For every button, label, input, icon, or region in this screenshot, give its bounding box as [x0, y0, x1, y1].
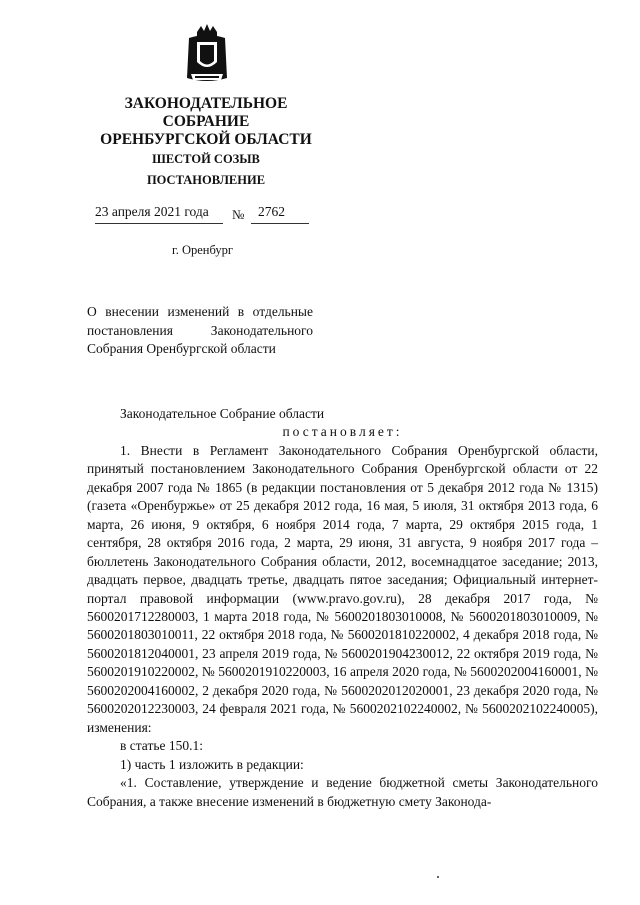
- number-sign: №: [232, 207, 245, 222]
- body-paragraph-2: в статье 150.1:: [120, 738, 203, 754]
- city: г. Оренбург: [172, 243, 233, 257]
- document-type: ПОСТАНОВЛЕНИЕ: [146, 173, 266, 187]
- header-line-3: ОРЕНБУРГСКОЙ ОБЛАСТИ: [100, 131, 312, 148]
- convocation: ШЕСТОЙ СОЗЫВ: [152, 152, 260, 166]
- body-paragraph-3: 1) часть 1 изложить в редакции:: [120, 756, 304, 772]
- document-date: 23 апреля 2021 года: [95, 204, 209, 219]
- document-body: [87, 405, 598, 811]
- document-subject: О внесении изменений в отдельные постановления Законодательного Собрания Оренбургской области: [87, 304, 313, 356]
- body-paragraph-4: «1. Составление, утверждение и ведение бюджетной сметы Законодательного Собрания, а также внесение изменений в бюджетную смету Законода-: [87, 775, 598, 809]
- intro-paragraph: Законодательное Собрание области: [120, 406, 325, 421]
- resolve-line: постановляет:: [282, 424, 403, 440]
- page-mark: [437, 876, 439, 878]
- number-underline: [251, 223, 309, 224]
- date-underline: [95, 223, 223, 224]
- document-number: 2762: [258, 204, 285, 219]
- body-paragraph-1: 1. Внести в Регламент Законодательного Собрания Оренбургской области, принятый постановлением Законодательного Собрания Оренбургской области от 22 декабря 2007 года № 1865 (в редакции постановления от 5 декабря 2012 года № 1315) (газета «Оренбуржье» от 25 декабря 2012 года, 16 мая, 5 июля, 31 октября 2013 года, 6 марта, 26 июня, 9 октября, 6 ноября 2014 года, 7 марта, 29 октября 2015 года, 1 сентября, 28 октября 2016 года, 2 марта, 29 июня, 31 августа, 9 ноября 2017 года – бюллетень Законодательного Собрания области, 2012, восемнадцатое заседание; 2013, двадцать первое, двадцать третье, двадцать пятое заседания; Официальный интернет-портал правовой информации (www.pravo.gov.ru), 28 декабря 2017 года, № 5600201712280003, 1 марта 2018 года, № 5600201803010008, № 5600201803010009, № 5600201803010011, 22 октября 2018 года, № 5600201810220002, 4 декабря 2018 года, № 5600201812040001, 23 апреля 2019 года, № 5600201904230012, 22 октября 2019 года, № 5600201910220002, № 5600201910220003, 16 апреля 2020 года, № 5600202004160001, № 5600202004160002, 2 декабря 2020 года, № 5600202012020001, 23 декабря 2020 года, № 5600202012230003, 24 февраля 2021 года, № 5600202102240002, № 5600202102240005), изменения:: [87, 442, 598, 735]
- coat-of-arms-icon: [183, 22, 231, 84]
- date-number-row: [95, 204, 335, 226]
- header-line-1: ЗАКОНОДАТЕЛЬНОЕ: [124, 95, 288, 112]
- header-line-2: СОБРАНИЕ: [162, 113, 250, 130]
